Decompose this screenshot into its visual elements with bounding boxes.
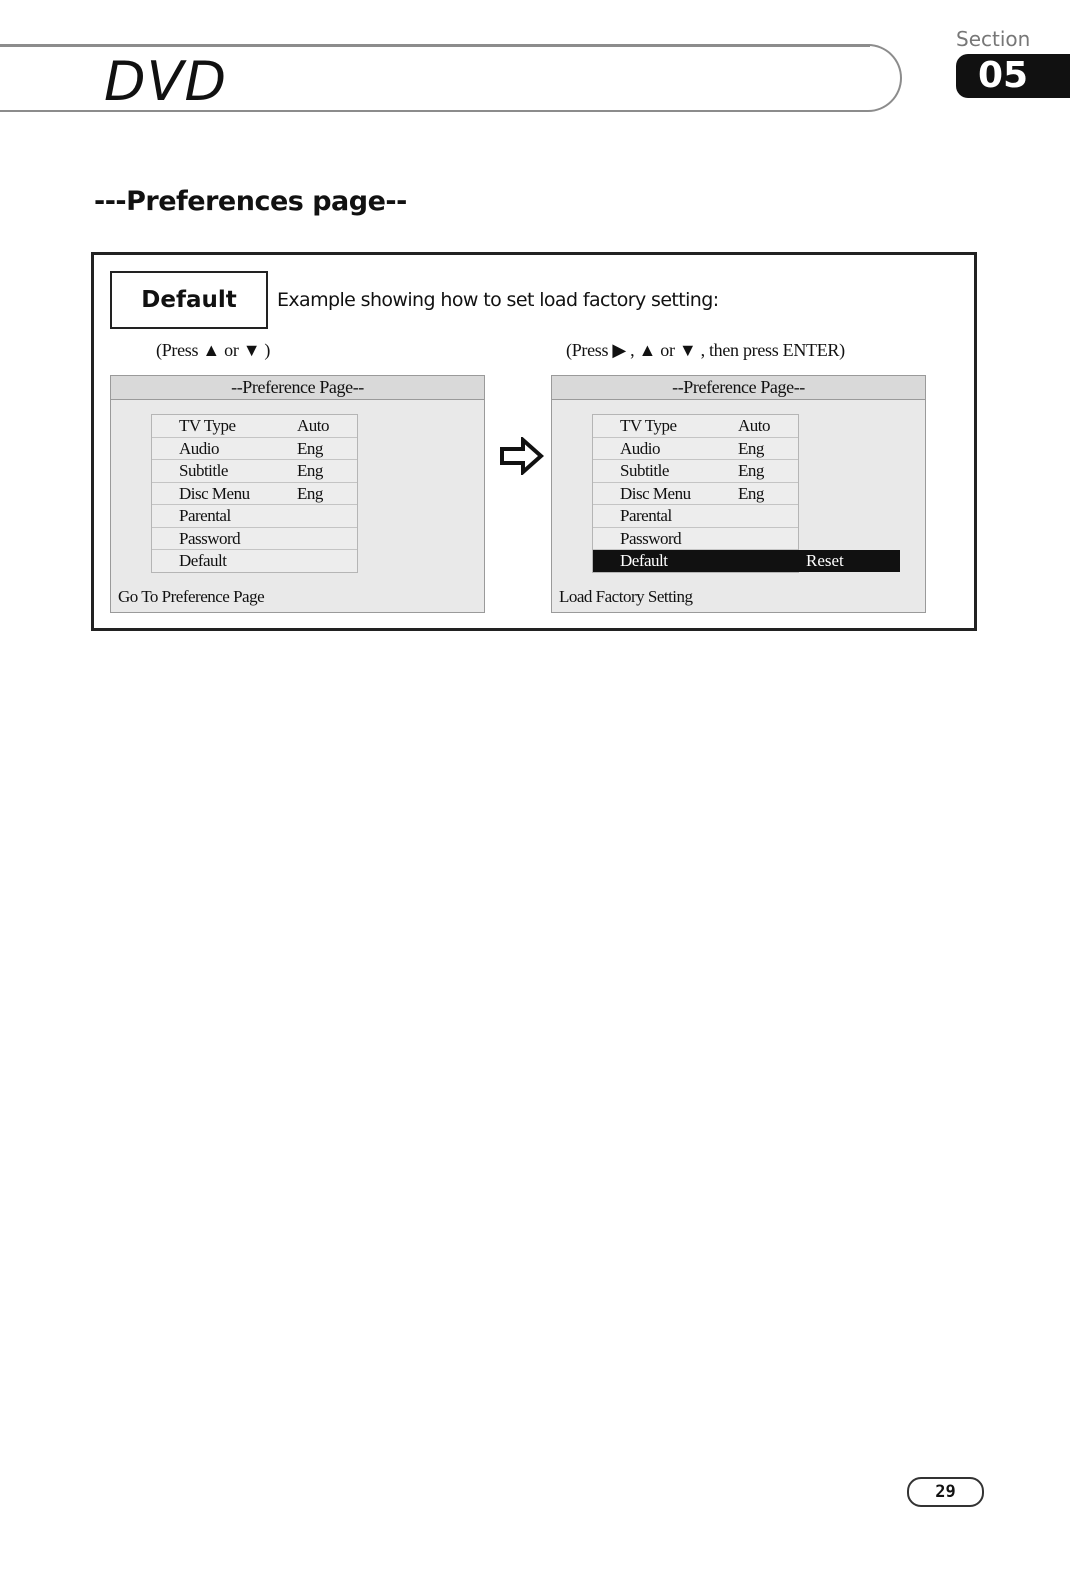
menu-item-audio[interactable]	[593, 438, 798, 461]
menu-item-label: Password	[620, 528, 682, 548]
menu-item-label: TV Type	[620, 416, 677, 435]
menu-item-label: TV Type	[179, 416, 236, 435]
reset-option[interactable]: Reset	[790, 550, 900, 572]
menu-item-label: Password	[179, 528, 241, 548]
menu-item-label: Parental	[620, 506, 672, 525]
menu-item-parental[interactable]	[593, 505, 798, 528]
preference-panel-after	[551, 375, 926, 613]
menu-item-value: Eng	[738, 461, 764, 480]
menu-item-disc-menu[interactable]	[152, 483, 357, 506]
menu-item-label: Disc Menu	[179, 483, 250, 503]
menu-item-subtitle[interactable]	[152, 460, 357, 483]
menu-item-value: Eng	[297, 438, 323, 458]
default-setting-label: Default	[110, 271, 268, 329]
panel-title: --Preference Page--	[111, 376, 484, 400]
panel-status-text: Load Factory Setting	[559, 587, 693, 606]
menu-item-audio[interactable]	[152, 438, 357, 461]
menu-item-default-selected[interactable]	[593, 550, 798, 572]
menu-item-parental[interactable]	[152, 505, 357, 528]
menu-item-value: Eng	[297, 483, 323, 503]
menu-item-password[interactable]	[152, 528, 357, 551]
menu-item-label: Subtitle	[179, 461, 228, 480]
page-heading: ---Preferences page--	[94, 186, 407, 217]
page-number: 29	[907, 1477, 984, 1507]
menu-item-tv-type[interactable]	[593, 415, 798, 438]
menu-item-value: Eng	[738, 438, 764, 458]
menu-item-password[interactable]	[593, 528, 798, 551]
menu-item-value: Eng	[738, 483, 764, 503]
menu-item-value: Auto	[297, 416, 329, 435]
menu-item-value: Eng	[297, 461, 323, 480]
right-arrow-outline-icon	[499, 437, 544, 475]
menu-item-tv-type[interactable]	[152, 415, 357, 438]
preference-menu	[592, 414, 799, 573]
preference-panel-before	[110, 375, 485, 613]
menu-item-label: Disc Menu	[620, 483, 691, 503]
menu-item-label: Default	[179, 551, 227, 570]
menu-item-label: Audio	[179, 438, 219, 458]
menu-item-label: Subtitle	[620, 461, 669, 480]
menu-item-default[interactable]	[152, 550, 357, 572]
menu-item-disc-menu[interactable]	[593, 483, 798, 506]
chapter-title: DVD	[104, 50, 228, 113]
panel-status-text: Go To Preference Page	[118, 587, 265, 606]
instruction-left: (Press ▲ or ▼ )	[156, 340, 271, 360]
panel-title: --Preference Page--	[552, 376, 925, 400]
example-description: Example showing how to set load factory setting:	[277, 289, 719, 311]
menu-item-label: Parental	[179, 506, 231, 525]
preference-menu	[151, 414, 358, 573]
section-label: Section	[956, 27, 1031, 51]
menu-item-subtitle[interactable]	[593, 460, 798, 483]
menu-item-label: Audio	[620, 438, 660, 458]
section-number-badge: 05	[956, 54, 1070, 98]
instruction-right: (Press ▶ , ▲ or ▼ , then press ENTER)	[566, 340, 845, 360]
menu-item-value: Auto	[738, 416, 770, 435]
menu-item-label: Default	[620, 551, 668, 570]
